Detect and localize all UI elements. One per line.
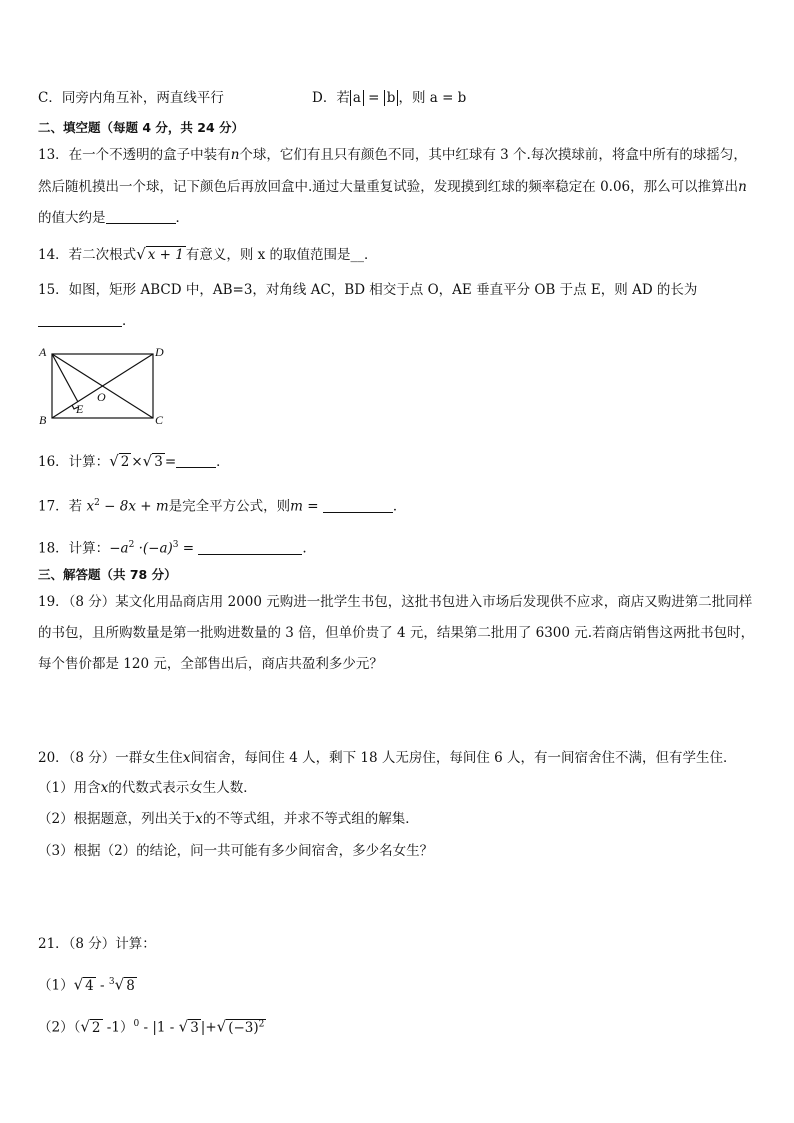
q13-var-n: n (230, 147, 240, 163)
q17-end: ． (392, 498, 407, 515)
label-a: A (39, 345, 47, 359)
q21-p2-c: |+ (200, 1019, 217, 1036)
q12-option-d-post: ，则 a = b (398, 90, 467, 106)
q21-p1-radicand-2: 8 (126, 977, 135, 994)
q16-answer-blank (176, 453, 216, 468)
q21-p2-radicand-1: 2 (91, 1019, 101, 1036)
q17-m2: m (290, 498, 303, 515)
q16-pre: 16．计算： (38, 454, 110, 470)
q21-p2-r3: (−3) (228, 1019, 259, 1036)
q13-line2-a: 然后随机摸出一个球，记下颜色后再放回盒中.通过大量重复试验，发现摸到红球的频率稳定在 0.06，那么可以推算出 (38, 179, 739, 195)
q17-mid: 是完全平方公式，则 (168, 498, 291, 515)
segment-ae (52, 354, 78, 402)
q18-end: . (302, 540, 307, 557)
q13-line3 (38, 208, 189, 228)
q21-title: 21．（8 分）计算： (38, 936, 156, 952)
sqrt-sign: √ (73, 975, 84, 994)
q12-option-d (312, 88, 466, 108)
q21-p1-pre: （1） (38, 977, 74, 994)
q18-exp1: 2 (128, 540, 135, 550)
q13-line3-text: 的值大约是 (38, 210, 106, 226)
q13-var-n-2: n (738, 179, 747, 195)
section-3-title: 三、解答题（共 78 分） (38, 567, 177, 582)
sqrt-sign: √ (216, 1017, 227, 1036)
label-d: D (155, 345, 164, 359)
q20-part2-b: 的不等式组，并求不等式组的解集． (202, 811, 419, 827)
q21-p2-radicand-2: 3 (190, 1019, 199, 1036)
q15-answer-blank (38, 312, 122, 327)
q20-line1 (38, 748, 737, 768)
q17-m: m (155, 498, 169, 515)
q13-line1 (38, 145, 747, 165)
q20-var-x-3: x (195, 811, 203, 827)
q18 (38, 535, 307, 559)
abs-b: b (384, 90, 399, 106)
q16-eq: = (164, 454, 177, 470)
q17-eq: = (302, 498, 323, 515)
q21-p2-b: - |1 - (139, 1019, 179, 1036)
q13-end: ． (175, 210, 189, 226)
q21-p2-radicand-3 (226, 1019, 266, 1036)
abs-a: a (350, 90, 364, 106)
q16 (38, 451, 230, 472)
q21-p1-radicand-1: 4 (85, 977, 94, 994)
q20-part2-a: （2）根据题意，列出关于 (38, 811, 196, 827)
q18-answer-blank (198, 540, 302, 555)
sqrt-sign: √ (80, 1017, 90, 1036)
q19-line3: 每个售价都是 120 元，全部售出后，商店共盈利多少元？ (38, 656, 383, 672)
q16-times: × (131, 454, 143, 470)
q20-line1-a: 20．（8 分）一群女生住 (38, 750, 183, 766)
sqrt-sign: √ (136, 245, 146, 263)
q20-part1 (38, 778, 257, 798)
q12-option-c: C．同旁内角互补，两直线平行 (38, 90, 224, 106)
q18-pre: 18．计算： (38, 540, 110, 557)
q18-exp2: 3 (172, 540, 179, 550)
q17-exp: 2 (94, 498, 100, 508)
sqrt-sign: √ (178, 1017, 189, 1036)
q15-end: ． (122, 313, 136, 329)
q16-radicand-2: 3 (154, 454, 163, 470)
q13-line2 (38, 177, 747, 197)
q18-expr2: ·(−a) (134, 540, 173, 557)
q17-pre: 17．若 (38, 498, 87, 515)
q13-line1-a: 13．在一个不透明的盒子中装有 (38, 147, 231, 163)
q21-p2-pre: （2）（ (38, 1019, 81, 1036)
q17 (38, 493, 406, 517)
label-b: B (39, 413, 47, 427)
q18-eq: = (178, 540, 199, 557)
q20-part2 (38, 809, 419, 829)
label-o: O (97, 390, 106, 404)
q13-answer-blank (106, 209, 176, 224)
q19-line2: 的书包，且所购数量是第一批购进数量的 3 倍，但单价贵了 4 元，结果第二批用了 6300 元.若商店销售这两批书包时， (38, 625, 755, 641)
q12-option-d-pre: D．若 (312, 90, 350, 106)
q17-x: x (86, 498, 95, 515)
q18-expr: −a (109, 540, 129, 557)
section-2-title: 二、填空题（每题 4 分，共 24 分） (38, 120, 245, 135)
q21-p2-a: -1） (102, 1019, 134, 1036)
q21-part2 (38, 1014, 266, 1038)
q14-pre: 14．若二次根式 (38, 247, 137, 263)
q20-part1-a: （1）用含 (38, 780, 101, 796)
q12-option-d-eq: = (363, 90, 384, 106)
q21-p2-exp2: 2 (258, 1019, 265, 1029)
q20-line1-b: 间宿舍，每间住 4 人，剩下 18 人无房住，每间住 6 人，有一间宿舍住不满，但有学生住． (190, 750, 737, 766)
q16-radicand-1: 2 (120, 454, 130, 470)
q17-expr-rest: − 8x + (99, 498, 156, 515)
q14 (38, 244, 378, 265)
q14-post: 有意义，则 x 的取值范围是__． (185, 247, 378, 263)
q21-p2-exp0: 0 (133, 1019, 140, 1029)
q13-line1-b: 个球，它们有且只有颜色不同，其中红球有 3 个.每次摸球前，将盒中所有的球摇匀， (239, 147, 747, 163)
q16-end: ． (216, 454, 230, 470)
q14-radicand: x + 1 (147, 247, 184, 263)
label-e: E (76, 402, 84, 416)
q20-part1-b: 的代数式表示女生人数． (108, 780, 257, 796)
rectangle-figure (36, 342, 176, 428)
sqrt-sign: √ (142, 452, 153, 470)
label-c: C (155, 413, 164, 427)
q20-part3: （3）根据（2）的结论，问一共可能有多少间宿舍，多少名女生？ (38, 843, 434, 859)
q20-var-x-2: x (100, 780, 109, 796)
q15-line2 (38, 311, 136, 331)
q21-p1-minus: - (95, 977, 109, 994)
q21-p1-root-index: 3 (108, 977, 115, 987)
q20-var-x: x (182, 750, 191, 766)
sqrt-sign: √ (109, 452, 119, 470)
q19-line1: 19．（8 分）某文化用品商店用 2000 元购进一批学生书包，这批书包进入市场后发现供不应求，商店又购进第二批同样 (38, 594, 753, 610)
q21-part1 (38, 972, 137, 996)
q15-line1: 15．如图，矩形 ABCD 中，AB=3，对角线 AC，BD 相交于点 O，AE 垂直平分 OB 于点 E，则 AD 的长为 (38, 282, 698, 298)
q17-answer-blank (323, 498, 393, 513)
cube-root-sign: √ (114, 975, 125, 994)
